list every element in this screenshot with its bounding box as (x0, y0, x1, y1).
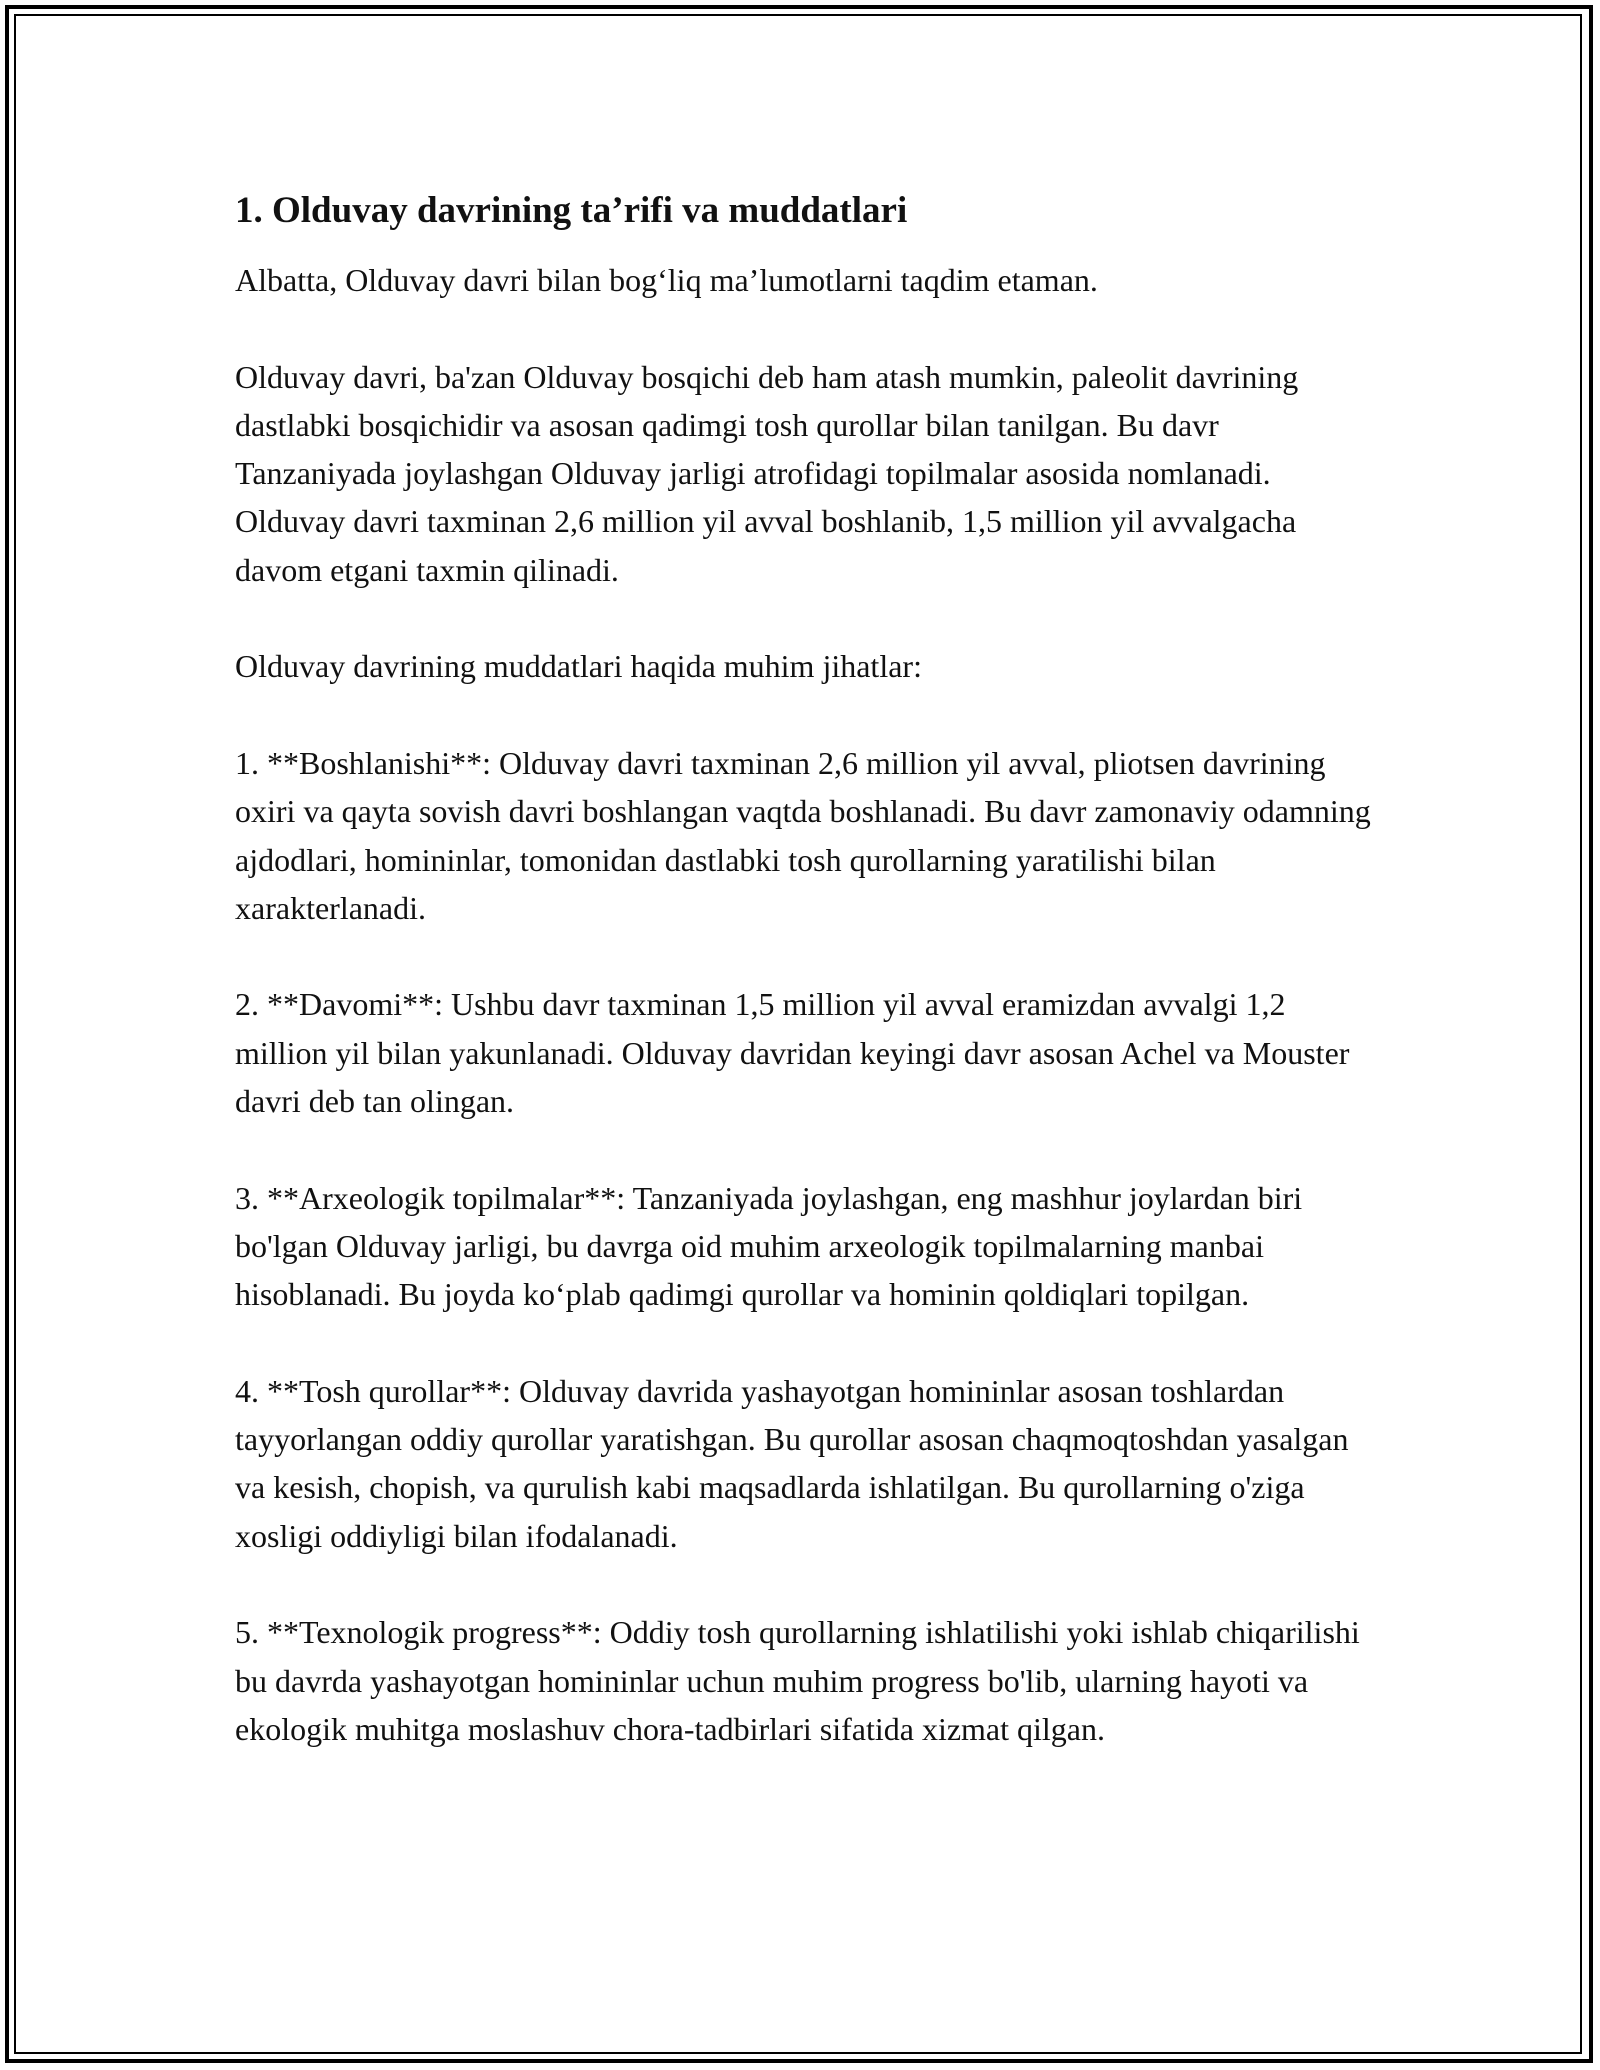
list-item-duration: 2. **Davomi**: Ushbu davr taxminan 1,5 million yil avval eramizdan avvalgi 1,2 million yil bilan yakunlanadi. Olduvay davridan keyingi davr asosan Achel va Mouster davri deb tan olingan. (235, 986, 1350, 1120)
list-item-beginning: 1. **Boshlanishi**: Olduvay davri taxminan 2,6 million yil avval, pliotsen davrining oxiri va qayta sovish davri boshlangan vaqtda boshlanadi. Bu davr zamonaviy odamning ajdodlari, homininlar, tomonidan dastlabki tosh qurollarning yaratilishi bilan xarakterlanadi. (235, 744, 1371, 926)
definition-paragraph: Olduvay davri, ba'zan Olduvay bosqichi deb ham atash mumkin, paleolit davrining dastlabki bosqichidir va asosan qadimgi tosh qurollar bilan tanilgan. Bu davr Tanzaniyada joylashgan Olduvay jarligi atrofidagi topilmalar asosida nomlanadi. Olduvay davri taxminan 2,6 million yil avval boshlanib, 1,5 million yil avvalgacha davom etgani taxmin qilinadi. (235, 358, 1299, 588)
section-heading: 1. Olduvay davrining ta’rifi va muddatlari (235, 190, 908, 231)
list-item-archaeological-finds: 3. **Arxeologik topilmalar**: Tanzaniyada joylashgan, eng mashhur joylardan biri bo'lgan Olduvay jarligi, bu davrga oid muhim arxeologik topilmalarning manbai hisoblanadi. Bu joyda ko‘plab qadimgi qurollar va hominin qoldiqlari topilgan. (235, 1179, 1303, 1313)
intro-paragraph: Albatta, Olduvay davri bilan bog‘liq ma’lumotlarni taqdim etaman. (235, 262, 1098, 298)
list-item-stone-tools: 4. **Tosh qurollar**: Olduvay davrida yashayotgan homininlar asosan toshlardan tayyorlangan oddiy qurollar yaratishgan. Bu qurollar asosan chaqmoqtoshdan yasalgan va kesish, chopish, va qurulish kabi maqsadlarda ishlatilgan. Bu qurollarning o'ziga xosligi oddiyligi bilan ifodalanadi. (235, 1372, 1349, 1554)
list-intro-paragraph: Olduvay davrining muddatlari haqida muhim jihatlar: (235, 648, 922, 685)
document-body (235, 186, 1385, 1753)
list-item-technological-progress: 5. **Texnologik progress**: Oddiy tosh qurollarning ishlatilishi yoki ishlab chiqarilishi bu davrda yashayotgan homininlar uchun muhim progress bo'lib, ularning hayoti va ekologik muhitga moslashuv chora-tadbirlari sifatida xizmat qilgan. (235, 1614, 1360, 1747)
